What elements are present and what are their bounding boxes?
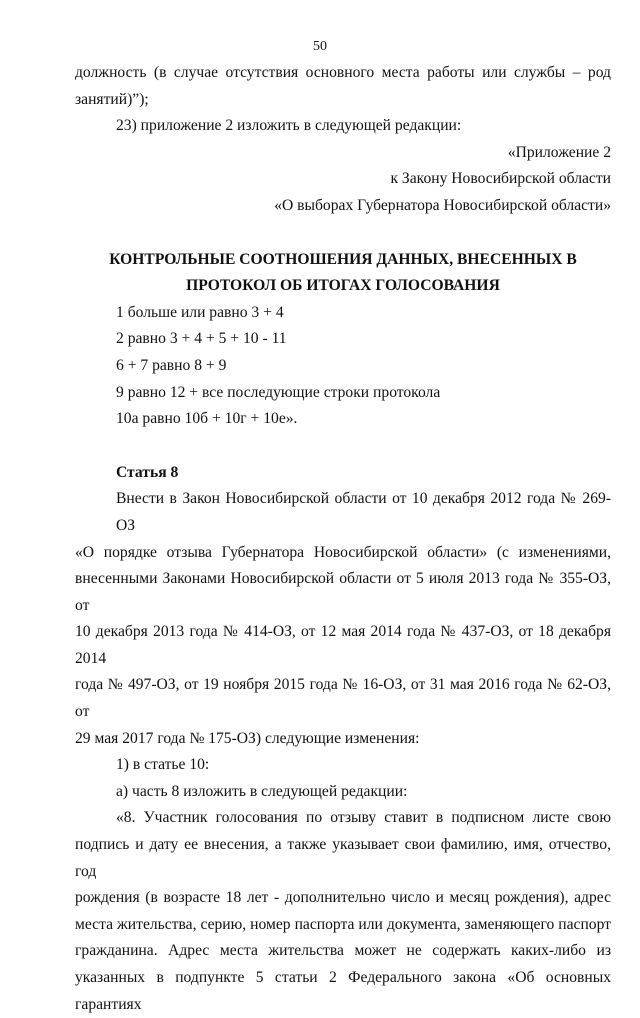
article-text-line: «О порядке отзыва Губернатора Новосибирской области» (с изменениями,: [75, 543, 611, 561]
amendment-item-23: 23) приложение 2 изложить в следующей редакции:: [116, 117, 462, 135]
page-number: 50: [313, 39, 327, 54]
intro-line: занятий)”);: [75, 90, 149, 108]
appendix-header-line: к Закону Новосибирской области: [390, 170, 611, 188]
relation-line: 9 равно 12 + все последующие строки протокола: [116, 383, 441, 401]
article-item-1: 1) в статье 10:: [116, 756, 210, 774]
quote-line: «8. Участник голосования по отзыву ставит в подписном листе свою: [116, 809, 611, 827]
relation-line: 1 больше или равно 3 + 4: [116, 303, 284, 321]
section-title-line: ПРОТОКОЛ ОБ ИТОГАХ ГОЛОСОВАНИЯ: [186, 277, 500, 295]
article-text-line: Внести в Закон Новосибирской области от 10 декабря 2012 года № 269-ОЗ: [116, 490, 611, 534]
document-body: [75, 60, 611, 1018]
section-title-line: КОНТРОЛЬНЫЕ СООТНОШЕНИЯ ДАННЫХ, ВНЕСЕННЫХ В: [109, 250, 577, 268]
article-heading: Статья 8: [116, 463, 179, 481]
relation-line: 2 равно 3 + 4 + 5 + 10 - 11: [116, 330, 287, 348]
quote-line: гражданина. Адрес места жительства может не содержать каких-либо из: [75, 942, 611, 960]
article-text-line: 10 декабря 2013 года № 414-ОЗ, от 12 мая 2014 года № 437-ОЗ, от 18 декабря 2014: [75, 623, 611, 667]
intro-line: должность (в случае отсутствия основного места работы или службы – род: [75, 64, 611, 81]
relation-line: 6 + 7 равно 8 + 9: [116, 356, 227, 374]
article-text-line: года № 497-ОЗ, от 19 ноября 2015 года № 16-ОЗ, от 31 мая 2016 года № 62-ОЗ, от: [75, 676, 611, 721]
quote-line: места жительства, серию, номер паспорта или документа, заменяющего паспорт: [75, 915, 611, 933]
quote-line: рождения (в возрасте 18 лет - дополнительно число и месяц рождения), адрес: [75, 889, 611, 907]
quote-line: указанных в подпункте 5 статьи 2 Федерального закона «Об основных гарантиях: [75, 969, 611, 1013]
quote-line: подпись и дату ее внесения, а также указывает свои фамилию, имя, отчество, год: [75, 836, 611, 880]
article-text-line: внесенными Законами Новосибирской области от 5 июля 2013 года № 355-ОЗ, от: [75, 570, 611, 614]
article-text-line: 29 мая 2017 года № 175-ОЗ) следующие изменения:: [75, 729, 420, 747]
appendix-header-line: «О выборах Губернатора Новосибирской области»: [274, 196, 611, 214]
relation-line: 10а равно 10б + 10г + 10е».: [116, 410, 298, 428]
appendix-header-line: «Приложение 2: [507, 143, 611, 161]
article-item-a: а) часть 8 изложить в следующей редакции:: [116, 782, 408, 800]
